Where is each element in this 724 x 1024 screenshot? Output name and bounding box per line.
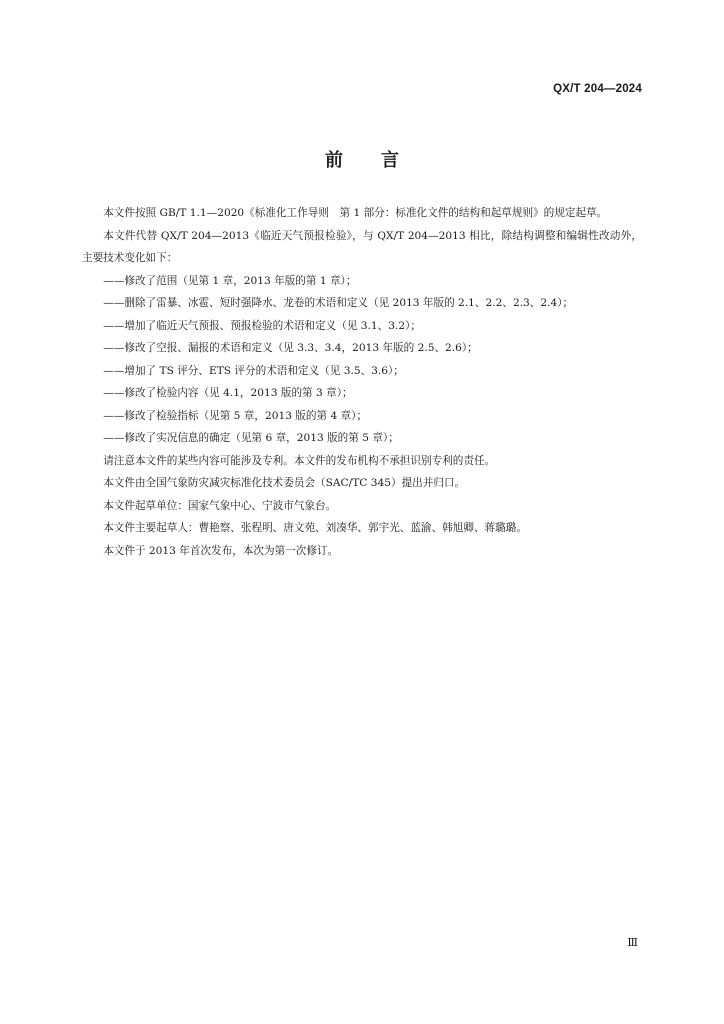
page-title: 前言 — [325, 150, 437, 171]
change-item: ——修改了空报、漏报的术语和定义（见 3.3、3.4，2013 年版的 2.5、2.6）； — [103, 342, 478, 354]
change-item: ——增加了临近天气预报、预报检验的术语和定义（见 3.1、3.2）； — [103, 319, 421, 332]
paragraph-drafting-units: 本文件起草单位：国家气象中心、宁波市气象台。 — [103, 499, 337, 512]
paragraph-drafters: 本文件主要起草人：曹艳察、张程明、唐文苑、刘凑华、郭宇光、蓝渝、韩旭卿、蒋璐璐。 — [103, 522, 527, 534]
paragraph-history: 本文件于 2013 年首次发布，本次为第一次修订。 — [103, 544, 339, 557]
change-item: ——修改了检验指标（见第 5 章，2013 版的第 4 章）； — [103, 409, 368, 422]
changes-list — [82, 270, 642, 450]
paragraph-committee: 本文件由全国气象防灾减灾标准化技术委员会（SAC/TC 345）提出并归口。 — [103, 477, 466, 489]
standard-code: QX/T 204—2024 — [553, 83, 642, 95]
change-item: ——修改了范围（见第 1 章，2013 年版的第 1 章）； — [103, 274, 357, 287]
paragraph-replacement: 本文件代替 QX/T 204—2013《临近天气预报检验》，与 QX/T 204—2013 相比，除结构调整和编辑性改动外，主要技术变化如下： — [82, 229, 642, 264]
page-number: Ⅲ — [627, 936, 638, 949]
change-item: ——增加了 TS 评分、ETS 评分的术语和定义（见 3.5、3.6）； — [103, 364, 404, 377]
change-item: ——修改了实况信息的确定（见第 6 章，2013 版的第 5 章）； — [103, 432, 399, 444]
change-item: ——删除了雷暴、冰雹、短时强降水、龙卷的术语和定义（见 2013 年版的 2.1、2.2、2.3、2.4）； — [103, 297, 574, 309]
paragraph-patent-notice: 请注意本文件的某些内容可能涉及专利。本文件的发布机构不承担识别专利的责任。 — [103, 454, 496, 467]
foreword-body — [82, 202, 642, 562]
paragraph-drafting-rules: 本文件按照 GB/T 1.1—2020《标准化工作导则 第 1 部分：标准化文件的结构和起草规则》的规定起草。 — [103, 207, 608, 219]
change-item: ——修改了检验内容（见 4.1，2013 版的第 3 章）； — [103, 387, 353, 399]
